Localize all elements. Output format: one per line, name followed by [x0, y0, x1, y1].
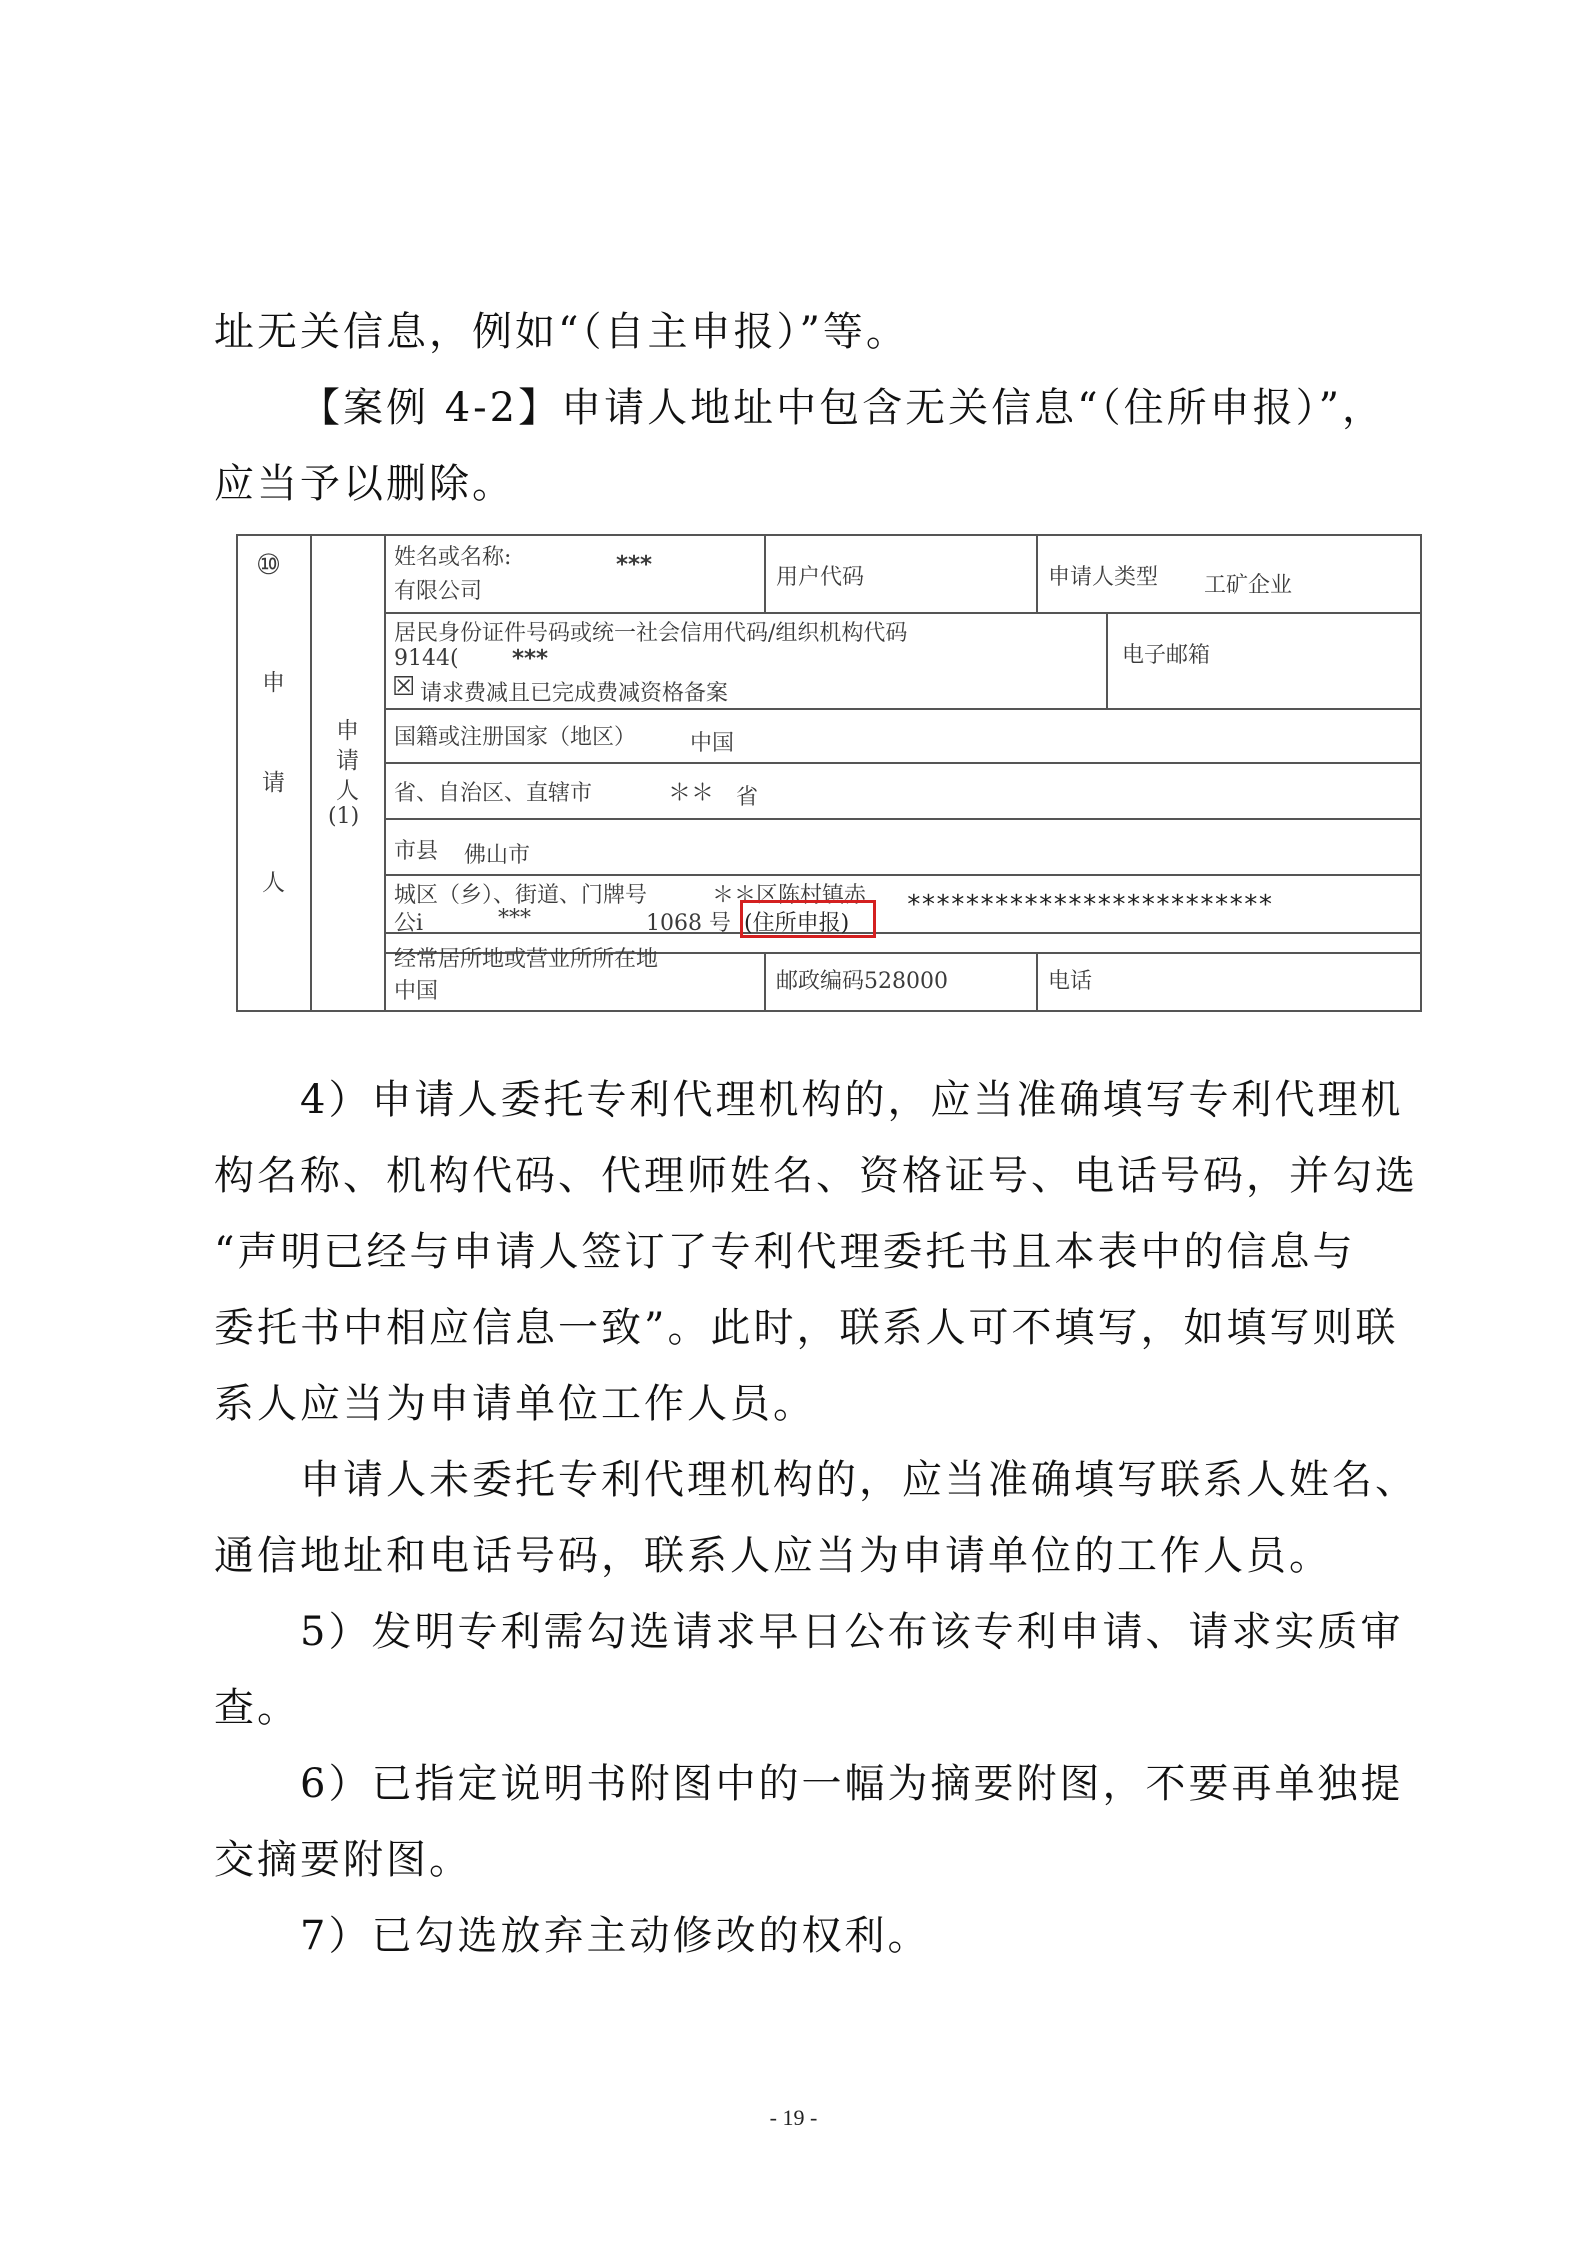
user-code-label: 用户代码 — [776, 565, 865, 590]
case-heading: 【案例 4-2】申请人地址中包含无关信息“（住所申报）”， — [300, 385, 1386, 431]
section-label-char: 申 — [262, 670, 285, 696]
paragraph-line: 7）已勾选放弃主动修改的权利。 — [300, 1913, 931, 1959]
section-number: ⑩ — [256, 548, 282, 581]
paragraph-line: 址无关信息，例如“（自主申报）”等。 — [214, 309, 909, 355]
province-suffix: 省 — [736, 785, 759, 810]
applicant-type-label: 申请人类型 — [1048, 565, 1159, 590]
address-highlight: (住所申报) — [744, 911, 850, 936]
section-label-char: 人 — [262, 870, 285, 896]
applicant-label-char: 申 — [336, 718, 359, 744]
paragraph-line: 查。 — [214, 1685, 300, 1731]
address-number: 1068 号 — [646, 911, 731, 936]
province-label: 省、自治区、直辖市 — [394, 781, 593, 806]
highlight-box — [740, 900, 876, 938]
id-label: 居民身份证件号码或统一社会信用代码/组织机构代码 — [394, 621, 908, 646]
paragraph-line: 系人应当为申请单位工作人员。 — [214, 1381, 816, 1427]
name-suffix: 有限公司 — [394, 579, 483, 604]
applicant-index: (1) — [328, 804, 360, 829]
paragraph-line: 委托书中相应信息一致”。此时，联系人可不填写，如填写则联 — [214, 1305, 1399, 1351]
phone-label: 电话 — [1048, 969, 1093, 994]
applicant-type-value: 工矿企业 — [1204, 573, 1293, 598]
name-value: *** — [616, 552, 653, 578]
paragraph-line: 通信地址和电话号码，联系人应当为申请单位的工作人员。 — [214, 1533, 1332, 1579]
country-value: 中国 — [690, 731, 735, 756]
fee-checkbox-label: 请求费减且已完成费减资格备案 — [420, 681, 729, 706]
country-label: 国籍或注册国家（地区） — [394, 725, 637, 750]
address-overflow: ************************* — [906, 890, 1273, 920]
paragraph-line: 5）发明专利需勾选请求早日公布该专利申请、请求实质审 — [300, 1609, 1404, 1655]
paragraph-line: “声明已经与申请人签订了专利代理委托书且本表中的信息与 — [214, 1229, 1356, 1275]
id-prefix: 9144( — [394, 646, 459, 671]
paragraph-line: 应当予以删除。 — [214, 461, 515, 507]
id-value: *** — [512, 646, 549, 672]
postal-label: 邮政编码528000 — [776, 969, 948, 994]
applicant-label-char: 人 — [336, 778, 359, 804]
application-form-excerpt — [236, 534, 1422, 1014]
district-label: 城区（乡）、街道、门牌号 — [394, 883, 648, 908]
paragraph-line: 构名称、机构代码、代理师姓名、资格证号、电话号码，并勾选 — [214, 1153, 1418, 1199]
fee-checkbox: ☒ — [392, 672, 416, 702]
address-line2-mask: *** — [498, 906, 531, 931]
applicant-label-char: 请 — [336, 748, 359, 774]
paragraph-line: 6）已指定说明书附图中的一幅为摘要附图，不要再单独提 — [300, 1761, 1404, 1807]
name-label: 姓名或名称: — [394, 545, 512, 570]
paragraph-line: 交摘要附图。 — [214, 1837, 472, 1883]
residence-label: 经常居所地或营业所所在地 — [394, 947, 659, 972]
residence-value: 中国 — [394, 979, 439, 1004]
province-value: ＊＊ — [668, 780, 714, 806]
district-value: ＊＊区陈村镇赤 — [712, 883, 867, 908]
city-value: 佛山市 — [464, 843, 531, 868]
paragraph-line: 申请人未委托专利代理机构的，应当准确填写联系人姓名、 — [300, 1457, 1418, 1503]
page-number: - 19 - — [769, 2105, 818, 2130]
paragraph-line: 4）申请人委托专利代理机构的，应当准确填写专利代理机 — [300, 1077, 1404, 1123]
city-label: 市县 — [394, 839, 439, 864]
email-label: 电子邮箱 — [1122, 643, 1211, 668]
section-label-char: 请 — [262, 770, 285, 796]
address-line2-prefix: 公i — [394, 911, 424, 936]
